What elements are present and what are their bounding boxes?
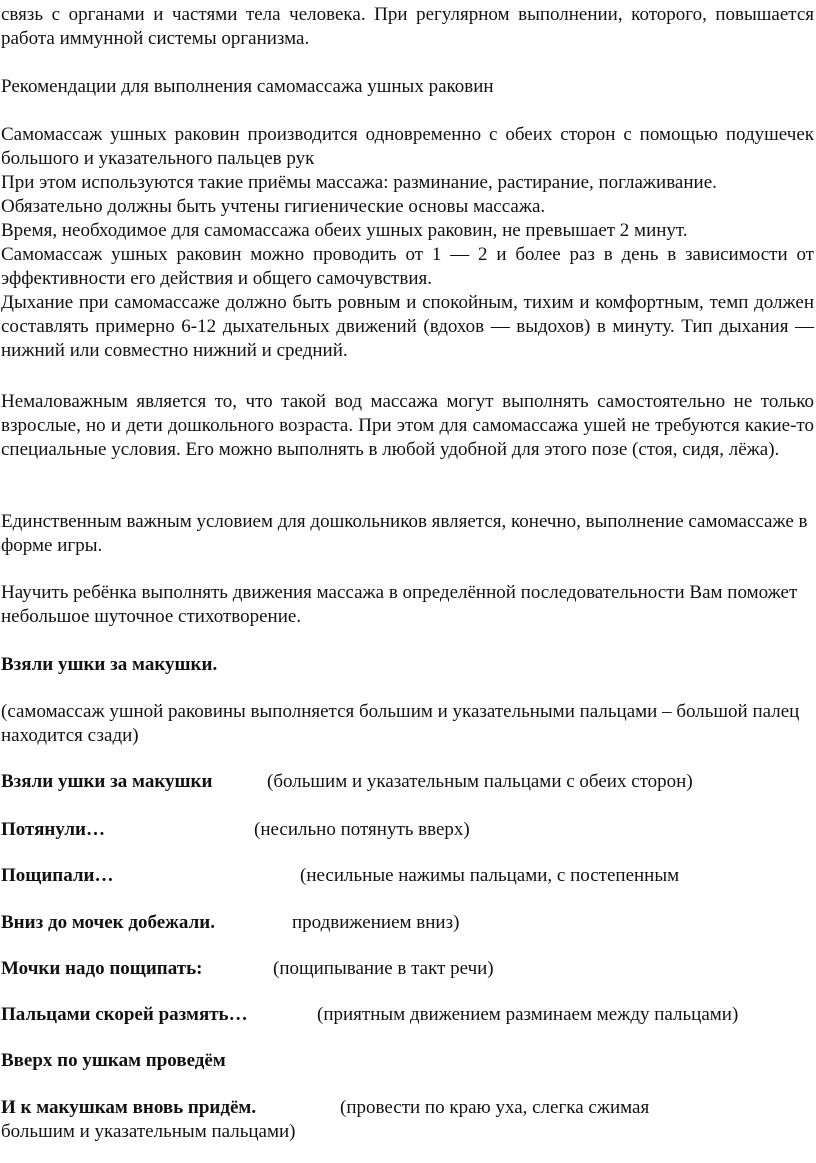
condition-paragraph: Единственным важным условием для дошкольников является, конечно, выполнение самомассаже в форме игры.	[1, 511, 808, 556]
recommendations-paragraph: Самомассаж ушных раковин производится одновременно с обеих сторон с помощью подушечек большого и указательного пальцев рук При этом используются такие приёмы массажа: разминание, растирание, поглаживание. Обязательно должны быть учтены гигиенические основы массажа. Время, необходимое для самомассажа обеих ушных раковин, не превышает 2 минут. Самомассаж ушных раковин можно проводить от 1 — 2 и более раз в день в зависимости от эффективности его действия и общего самочувствия. Дыхание при самомассаже должно быть ровным и спокойным, тихим и комфортным, темп должен составлять примерно 6-12 дыхательных движений (вдохов — выдохов) в минуту. Тип дыхания — нижний или совместно нижний и средний.	[1, 124, 814, 361]
poem-verse: Вверх по ушкам проведём	[1, 1050, 226, 1071]
poem-line	[1, 957, 494, 981]
poem-instruction: (приятным движением разминаем между пальцами)	[317, 1004, 739, 1025]
poem-instruction: (большим и указательным пальцами с обеих сторон)	[267, 771, 693, 792]
poem-title: Взяли ушки за макушки.	[1, 654, 218, 675]
poem-instruction: (несильно потянуть вверх)	[254, 819, 470, 840]
poem-line	[1, 911, 460, 935]
poem-line	[1, 770, 693, 794]
section-heading: Рекомендации для выполнения самомассажа ушных раковин	[1, 76, 494, 97]
poem-line	[1, 1003, 739, 1027]
children-paragraph: Немаловажным является то, что такой вод массажа могут выполнять самостоятельно не только взрослые, но и дети дошкольного возраста. При этом для самомассажа ушей не требуются какие-то специальные условия. Его можно выполнять в любой удобной для этого позе (стоя, сидя, лёжа).	[1, 391, 814, 460]
poem-verse: Мочки надо пощипать:	[1, 958, 203, 979]
poem-verse: Потянули…	[1, 819, 105, 840]
intro-continuation-paragraph: связь с органами и частями тела человека. При регулярном выполнении, которого, повышается работа иммунной системы организма.	[1, 4, 814, 49]
poem-line	[1, 1049, 226, 1073]
poem-note: (самомассаж ушной раковины выполняется большим и указательными пальцами – большой палец находится сзади)	[1, 701, 800, 746]
poem-instruction: (несильные нажимы пальцами, с постепенным	[300, 865, 680, 886]
poem-instruction: продвижением вниз)	[292, 912, 460, 933]
poem-verse: Вниз до мочек добежали.	[1, 912, 215, 933]
poem-verse: И к макушкам вновь придём.	[1, 1097, 257, 1118]
poem-verse: Пальцами скорей размять…	[1, 1004, 248, 1025]
poem-verse: Пощипали…	[1, 865, 114, 886]
poem-line	[1, 864, 680, 888]
poem-instruction: (пощипывание в такт речи)	[273, 958, 494, 979]
poem-instruction: (провести по краю уха, слегка сжимая	[340, 1097, 650, 1118]
poem-line	[1, 818, 470, 842]
poem-verse: Взяли ушки за макушки	[1, 771, 213, 792]
poem-intro-paragraph: Научить ребёнка выполнять движения массажа в определённой последовательности Вам поможет небольшое шуточное стихотворение.	[1, 582, 798, 627]
poem-final-line: большим и указательным пальцами)	[1, 1121, 296, 1142]
poem-line	[1, 1096, 650, 1120]
